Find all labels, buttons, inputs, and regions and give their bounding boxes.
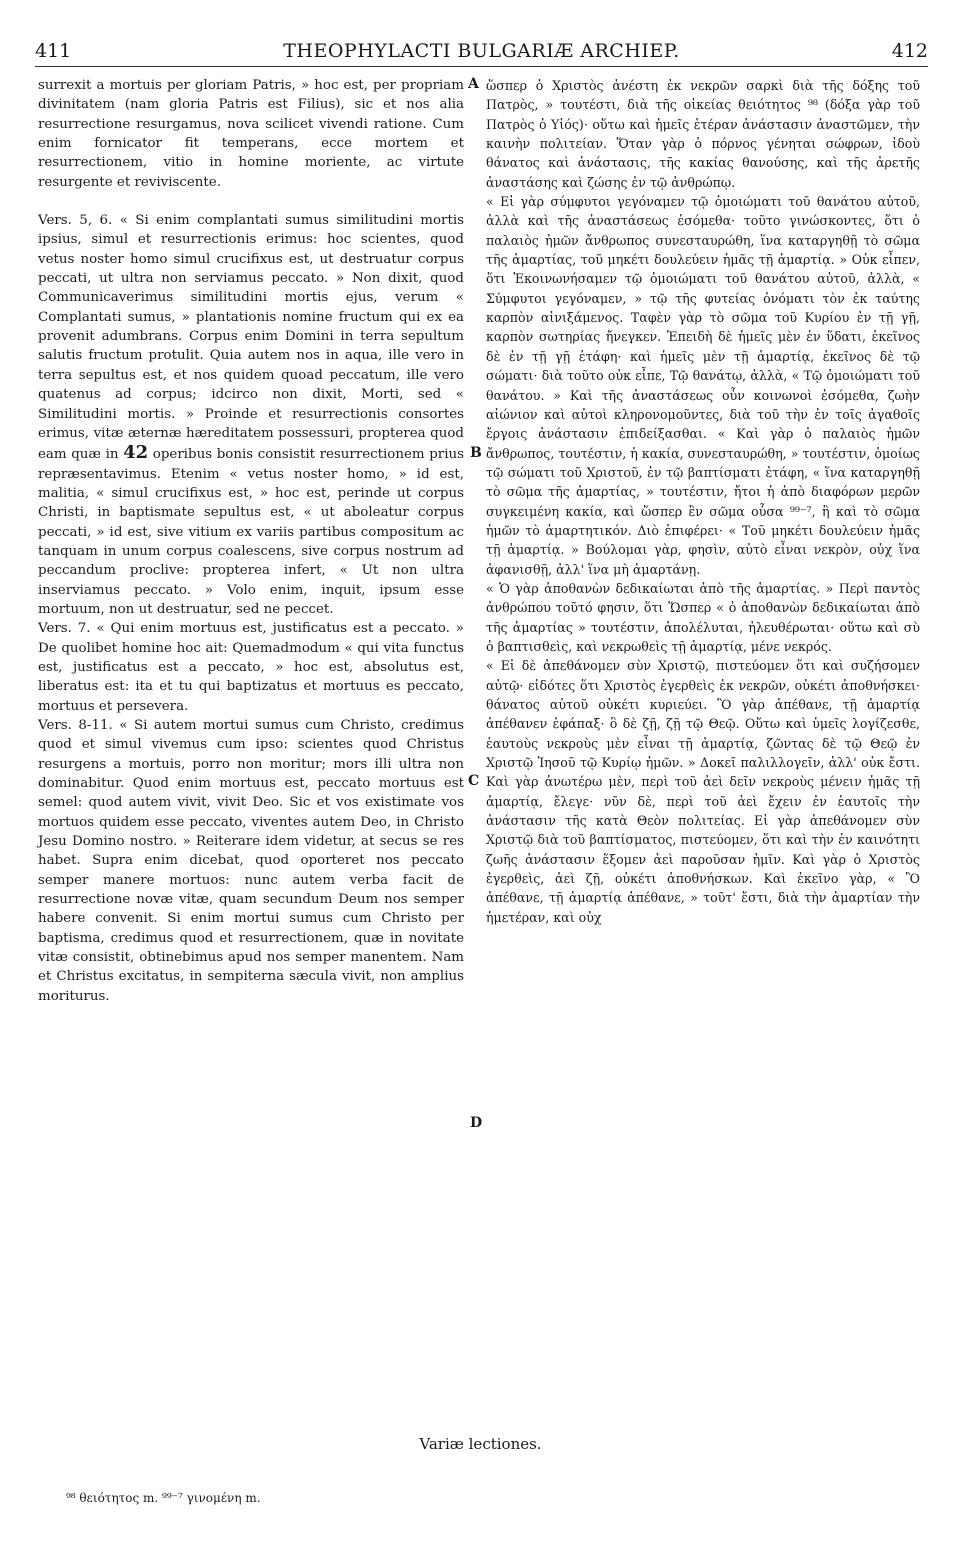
greek-paragraph: « Εἰ γὰρ σύμφυτοι γεγόναμεν τῷ ὁμοιώματι τοῦ θανάτου αὐτοῦ, ἀλλὰ καὶ τῆς ἀναστάσεως ἐσόμεθα· τοῦτο γινώσκοντες, ὅτι ὁ παλαιὸς ἡμῶν ἄνθρωπος συνεσταυρώθη, ἵνα καταργηθῇ τὸ σῶμα τῆς ἁμαρτίας, τοῦ μηκέτι δουλεύειν ἡμᾶς τῇ ἁμαρτίᾳ. » Οὐκ εἶπεν, ὅτι Ἐκοινωνήσαμεν τῷ ὁμοιώματι τοῦ θανάτου αὐτοῦ, ἀλλὰ, « Σύμφυτοι γεγόναμεν, » τῷ τῆς φυτείας ὀνόματι τὸν ἐκ ταύτης καρπὸν αἰνιξάμενος. Ταφὲν γὰρ τὸ σῶμα τοῦ Κυρίου ἐν τῇ γῇ, καρπὸν σωτηρίας ἤνεγκεν. Ἐπειδὴ δὲ ἡμεῖς μὲν ἐν ὕδατι, ἐκεῖνος δὲ ἐν τῇ γῇ ἐτάφη· καὶ ἡμεῖς μὲν τῇ ἁμαρτίᾳ, ἐκεῖνος δὲ τῷ σώματι· διὰ τοῦτο οὐκ εἶπε, Τῷ θανάτῳ, ἀλλὰ, « Τῷ ὁμοιώματι τοῦ θανάτου. » Καὶ τῆς ἀναστάσεως οὖν κοινωνοὶ ἐσόμεθα, ζωὴν αἰώνιον καὶ αὐτοὶ κληρονομοῦντες, διὰ τοῦ τὴν ἐν τοῖς ἀγαθοῖς ἔργοις ἀνάστασιν ἐπιδείξασθαι. « Καὶ γὰρ ὁ παλαιὸς ἡμῶν ἄνθρωπος, τουτέστιν, ἡ κακία, συνεσταυρώθη, » τουτέστιν, ὁμοίως τῷ σώματι τοῦ Χριστοῦ, ἐν τῷ βαπτίσματι ἐτάφη, « ἵνα καταργηθῇ τὸ σῶμα τῆς ἁμαρτίας, » τουτέστιν, ἤτοι ἡ ἀπὸ διαφόρων μερῶν συγκειμένη κακία, καὶ ὥσπερ ἓν σῶμα οὖσα ⁹⁹⁻⁷, ἢ καὶ τὸ σῶμα ἡμῶν τὸ ἁμαρτητικόν. Διὸ ἐπιφέρει· « Τοῦ μηκέτι δουλεύειν ἡμᾶς τῇ ἁμαρτίᾳ. » Βούλομαι γὰρ, φησὶν, αὐτὸ εἶναι νεκρὸν, οὐχ ἵνα ἀφανισθῇ, ἀλλ' ἵνα μὴ ἁμαρτάνῃ. xyxy=(486,194,920,577)
latin-paragraph: Vers. 8-11. « Si autem mortui sumus cum Christo, credimus quod et simul vivemus cum ipso: scientes quod Christus resurgens a mortuis, porro non moritur; mors illi ultra non dominabitur. Quod enim mortuus est, peccato mortuus est semel: quod autem vivit, vivit Deo. Sic et vos existimate vos mortuos quidem esse peccato, viventes autem Deo, in Christo Jesu Domino nostro. » Reiterare idem videtur, at secus se res habet. Supra enim dicebat, quod oporteret nos peccato semper manere mortuos: nunc autem verba facit de resurrectione novæ vitæ, quam secundum Deum nos semper habere convenit. Si enim mortui sumus cum Christo per baptisma, credimus quod et resurrectionem, quæ in novitate vitæ consistit, obtinebimus apud nos semper manentem. Nam et Christus excitatus, in sempiterna sæcula vivit, non amplius moriturus. xyxy=(38,718,464,1004)
section-marker-c: C xyxy=(468,773,480,789)
latin-paragraph: Vers. 5, 6. « Si enim complantati sumus similitudini mortis ipsius, simul et resurrectionis erimus: hoc scientes, quod vetus noster homo simul crucifixus est, ut destruatur corpus peccati, ut ultra non serviamus peccato. » Non dixit, quod Communicaverimus similitudini mortis ejus, verum « Complantati sumus, » plantationis nomine fructum qui ex ea provenit adumbrans. Corpus enim Domini in terra sepultum salutis fructum protulit. Quia autem nos in aqua, ille vero in terra sepultus est, et nos quidem quoad peccatum, ille vero quatenus ad corpus; idcirco non dixit, Morti, sed « Similitudini mortis. » Proinde et resurrectionis consortes erimus, vitæ æternæ hæreditatem possessuri, propterea quod eam quæ in 42 operibus bonis consistit resurrectionem prius repræsentavimus. Etenim « vetus noster homo, » id est, malitia, « simul crucifixus est, » hoc est, perinde ut corpus Christi, in baptismate sepultus est, « ut aboleatur corpus peccati, » id est, sive vitium ex variis partibus compositum ac tanquam in unum corpus coalescens, sive corpus nostrum ad peccandum proclive: propterea infert, « Ut non ultra inserviamus peccato. » Volo enim, inquit, ipsum esse mortuum, non ut destruatur, sed ne peccet. xyxy=(38,213,464,617)
section-marker-b: B xyxy=(470,445,482,461)
greek-paragraph: ὥσπερ ὁ Χριστὸς ἀνέστη ἐκ νεκρῶν σαρκὶ διὰ τῆς δόξης τοῦ Πατρὸς, » τουτέστι, διὰ τῆς οἰκείας θειότητος ⁹⁸ (δόξα γὰρ τοῦ Πατρὸς ὁ Υἱός)· οὕτω καὶ ἡμεῖς ἑτέραν ἀνάστασιν ἀναστῶμεν, τὴν καινὴν πολιτείαν. Ὅταν γὰρ ὁ πόρνος γένηται σώφρων, ἰδοὺ θάνατος καὶ ἀνάστασις, τῆς κακίας θανούσης, καὶ τῆς ἀρετῆς ἀναστάσης καὶ ζώσης ἐν τῷ ἀνθρώπῳ. xyxy=(486,78,920,190)
greek-paragraph: « Ὁ γὰρ ἀποθανὼν δεδικαίωται ἀπὸ τῆς ἁμαρτίας. » Περὶ παντὸς ἀνθρώπου τοῦτό φησιν, ὅτι Ὥσπερ « ὁ ἀποθανὼν δεδικαίωται ἀπὸ τῆς ἁμαρτίας » τουτέστιν, ἀπολέλυται, ἠλευθέρωται· οὕτω καὶ σὺ ὁ βαπτισθεὶς, καὶ νεκρωθεὶς τῇ ἁμαρτίᾳ, μένε νεκρός. xyxy=(486,580,920,654)
section-marker-a: A xyxy=(468,76,479,92)
running-title: THEOPHYLACTI BULGARIÆ ARCHIEP. xyxy=(283,40,680,62)
latin-paragraph: surrexit a mortuis per gloriam Patris, » hoc est, per propriam divinitatem (nam gloria Patris est Filius), sic et nos alia resurrectione resurgamus, nova scilicet vivendi ratione. Cum enim fornicator fit temperans, ecce mortem et resurrectionem, vitio in homine moriente, ac virtute resurgente et reviviscente. xyxy=(38,78,464,190)
page-number-right: 412 xyxy=(891,40,928,62)
latin-paragraph: Vers. 7. « Qui enim mortuus est, justificatus est a peccato. » De quolibet homine hoc ait: Quemadmodum « qui vita functus est, justificatus est a peccato, » hoc est, absolutus est, liberatus est: ita et tu qui baptizatus et mortuus es peccato, mortuus et persevera. xyxy=(38,621,464,714)
variae-lectiones-heading: Variæ lectiones. xyxy=(419,1435,542,1453)
greek-column xyxy=(486,76,920,927)
footnote: ⁹⁸ θειότητος m. ⁹⁹⁻⁷ γινομένη m. xyxy=(66,1491,261,1505)
header-rule xyxy=(35,66,928,67)
latin-column xyxy=(38,76,464,1006)
greek-paragraph: « Εἰ δὲ ἀπεθάνομεν σὺν Χριστῷ, πιστεύομεν ὅτι καὶ συζήσομεν αὐτῷ· εἰδότες ὅτι Χριστὸς ἐγερθεὶς ἐκ νεκρῶν, οὐκέτι ἀποθνήσκει· θάνατος αὐτοῦ οὐκέτι κυριεύει. Ὃ γὰρ ἀπέθανε, τῇ ἁμαρτίᾳ ἀπέθανεν ἐφάπαξ· ὃ δὲ ζῇ, ζῇ τῷ Θεῷ. Οὕτω καὶ ὑμεῖς λογίζεσθε, ἑαυτοὺς νεκροὺς μὲν εἶναι τῇ ἁμαρτίᾳ, ζῶντας δὲ τῷ Θεῷ ἐν Χριστῷ Ἰησοῦ τῷ Κυρίῳ ἡμῶν. » Δοκεῖ παλιλλογεῖν, ἀλλ' οὐκ ἔστι. Καὶ γὰρ ἀνωτέρω μὲν, περὶ τοῦ ἀεὶ δεῖν νεκροὺς μένειν ἡμᾶς τῇ ἁμαρτίᾳ, ἔλεγε· νῦν δὲ, περὶ τοῦ ἀεὶ ἔχειν ἐν ἑαυτοῖς τὴν ἀνάστασιν τῆς κατὰ Θεὸν πολιτείας. Εἰ γὰρ ἀπεθάνομεν σὺν Χριστῷ διὰ τοῦ βαπτίσματος, πιστεύομεν, ὅτι καὶ τὴν ἐν καινότητι ζωῆς ἀνάστασιν ἕξομεν ἀεὶ παροῦσαν ἡμῖν. Καὶ γὰρ ὁ Χριστὸς ἐγερθεὶς, ἀεὶ ζῇ, οὐκέτι ἀποθνήσκων. Καὶ ἐκεῖνο γὰρ, « Ὃ ἀπέθανε, τῇ ἁμαρτίᾳ ἀπέθανε, » τοῦτ' ἔστι, διὰ τὴν ἁμαρτίαν τὴν ἡμετέραν, καὶ οὐχ xyxy=(486,658,920,925)
page-number-left: 411 xyxy=(35,40,72,62)
column-number: 42 xyxy=(123,442,149,464)
section-marker-d: D xyxy=(470,1115,483,1131)
